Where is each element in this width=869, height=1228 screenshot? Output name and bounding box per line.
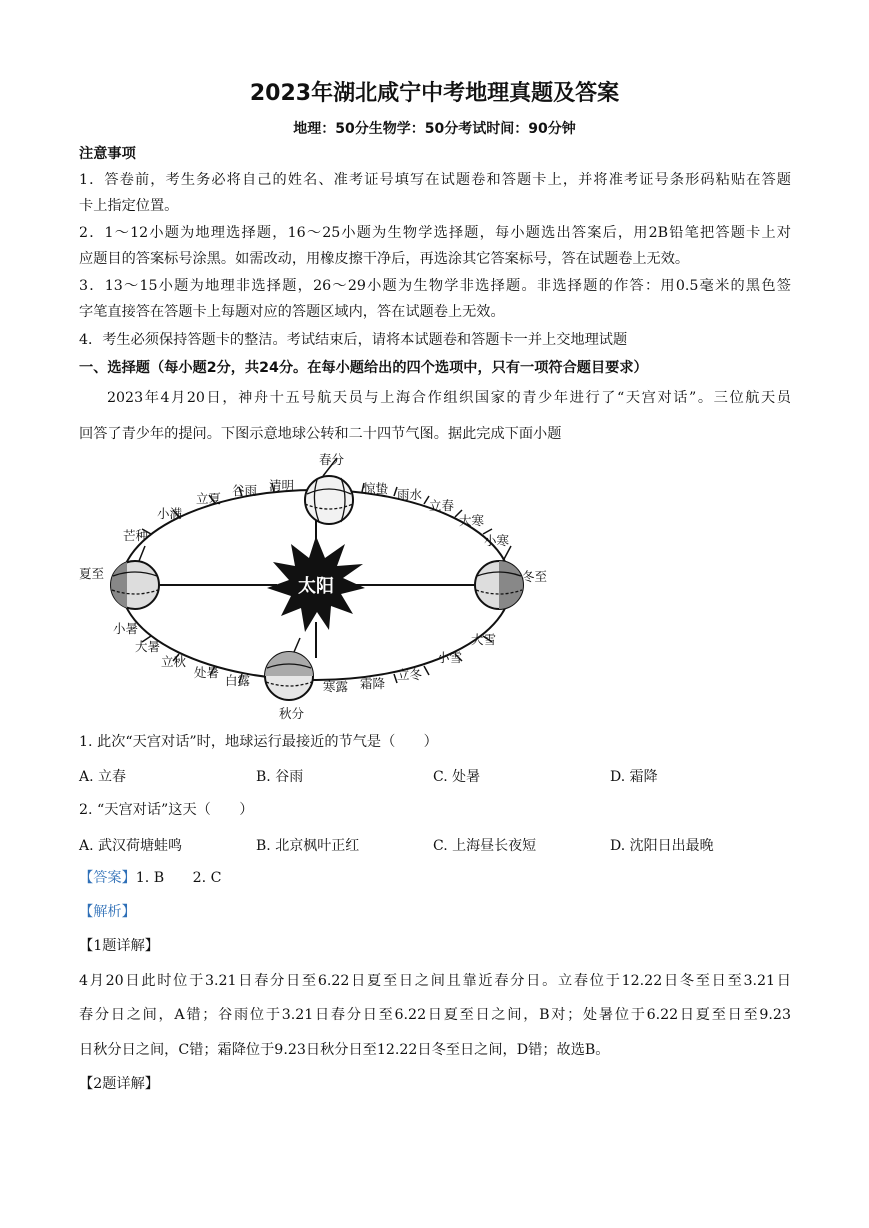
notice-item-4: 4．考生必须保持答题卡的整洁。考试结束后，请将本试题卷和答题卡一并上交地理试题 (79, 332, 628, 348)
term-xiaoshu: 小暑 (113, 621, 139, 636)
notice-item-1: 1．答卷前，考生务必将自己的姓名、准考证号填写在试题卷和答题卡上，并将准考证号条形码粘贴在答题 (79, 172, 791, 188)
detail-1-text-end: 日秋分日之间，C错；霜降位于9.23日秋分日至12.22日冬至日之间，D错；故选B。 (79, 1042, 610, 1058)
analysis-tag: 【解析】 (79, 904, 136, 920)
term-shuangjiang: 霜降 (360, 676, 386, 691)
term-guyu: 谷雨 (232, 483, 258, 498)
earth-autumn-equinox-icon (265, 638, 313, 700)
earth-orbit-solar-terms-diagram (79, 448, 554, 724)
term-qiufen: 秋分 (279, 706, 305, 721)
term-dongzhi: 冬至 (522, 569, 548, 584)
intro-paragraph: 2023年4月20日，神舟十五号航天员与上海合作组织国家的青少年进行了“天宫对话”。三位航天员 (107, 390, 791, 406)
q2-option-b: B. 北京枫叶正红 (256, 838, 360, 854)
notice-item-3-cont: 字笔直接答在答题卡上每题对应的答题区域内，答在试题卷上无效。 (79, 304, 505, 320)
term-xiaoman: 小满 (157, 506, 183, 521)
term-chushu: 处暑 (194, 665, 220, 680)
term-yushui: 雨水 (397, 487, 423, 502)
detail-1-heading: 【1题详解】 (79, 938, 159, 954)
question-2-stem: 2. “天宫对话”这天（ ） (79, 802, 254, 818)
document-title: 2023年湖北咸宁中考地理真题及答案 (249, 81, 620, 106)
term-mangzhong: 芒种 (123, 528, 149, 543)
earth-summer-solstice-icon (111, 546, 159, 609)
earth-spring-equinox-icon (305, 458, 353, 524)
term-chunfen: 春分 (319, 452, 345, 467)
q1-option-b: B. 谷雨 (256, 769, 304, 785)
term-xiazhi: 夏至 (79, 566, 105, 581)
term-jingzhe: 惊蛰 (363, 481, 389, 496)
notice-item-1-cont: 卡上指定位置。 (79, 198, 179, 214)
notice-item-2: 2．1～12小题为地理选择题，16～25小题为生物学选择题，每小题选出答案后，用2B铅笔把答题卡上对 (79, 225, 791, 241)
notice-heading: 注意事项 (79, 146, 136, 162)
q1-option-d: D. 霜降 (610, 769, 658, 785)
detail-1-text-cont: 春分日之间，A错；谷雨位于3.21日春分日至6.22日夏至日之间，B对；处暑位于6.22日夏至日至9.23 (79, 1007, 791, 1023)
q1-option-a: A. 立春 (79, 769, 127, 785)
term-xiaoxue: 小雪 (437, 650, 463, 665)
answer-text: 1. B 2. C (135, 870, 222, 886)
q2-option-d: D. 沈阳日出最晚 (610, 838, 714, 854)
intro-paragraph-cont: 回答了青少年的提问。下图示意地球公转和二十四节气图。据此完成下面小题 (79, 426, 562, 442)
detail-1-text: 4月20日此时位于3.21日春分日至6.22日夏至日之间且靠近春分日。立春位于12.22日冬至日至3.21日 (79, 973, 791, 989)
answer-tag: 【答案】 (79, 870, 136, 886)
answer-line (79, 868, 791, 888)
q2-option-a: A. 武汉荷塘蛙鸣 (79, 838, 183, 854)
detail-2-heading: 【2题详解】 (79, 1076, 159, 1092)
exam-info: 地理：50分生物学：50分考试时间：90分钟 (293, 121, 576, 137)
notice-item-3: 3．13～15小题为地理非选择题，26～29小题为生物学非选择题。非选择题的作答：用0.5毫米的黑色签 (79, 278, 791, 294)
term-qingming: 清明 (269, 478, 295, 493)
term-dahan: 大寒 (459, 513, 485, 528)
notice-item-2-cont: 应题目的答案标号涂黑。如需改动，用橡皮擦干净后，再选涂其它答案标号，答在试题卷上无效。 (79, 251, 690, 267)
question-1-stem: 1. 此次“天宫对话”时，地球运行最接近的节气是（ ） (79, 734, 438, 750)
term-xiaohan: 小寒 (484, 533, 510, 548)
q1-option-c: C. 处暑 (433, 769, 481, 785)
q2-option-c: C. 上海昼长夜短 (433, 838, 537, 854)
earth-winter-solstice-icon (475, 546, 523, 609)
term-dashu: 大暑 (135, 639, 161, 654)
term-lidong: 立冬 (397, 667, 423, 682)
sun-label: 太阳 (298, 576, 334, 597)
term-lichun: 立春 (429, 498, 455, 513)
term-liqiu: 立秋 (161, 654, 187, 669)
section-heading: 一、选择题（每小题2分，共24分。在每小题给出的四个选项中，只有一项符合题目要求） (79, 360, 648, 376)
term-hanlu: 寒露 (323, 679, 349, 694)
term-daxue: 大雪 (471, 632, 497, 647)
term-bailu: 白露 (225, 673, 251, 688)
term-lixia: 立夏 (196, 491, 222, 506)
